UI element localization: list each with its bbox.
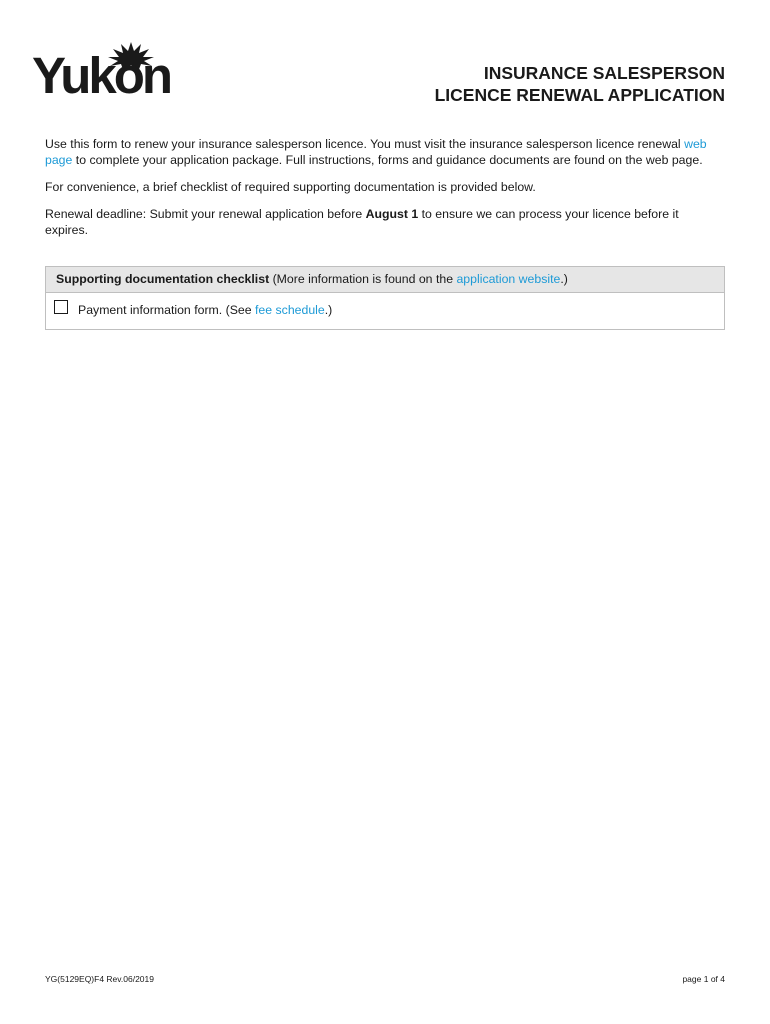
intro-section xyxy=(45,136,725,249)
intro-paragraph-1 xyxy=(45,136,725,168)
supporting-documentation-checklist xyxy=(45,266,725,330)
deadline-date: August 1 xyxy=(365,207,419,221)
item-text-b: .) xyxy=(324,303,333,317)
item-text-a: Payment information form. (See xyxy=(78,303,256,317)
intro-paragraph-3 xyxy=(45,206,725,238)
checklist-header-text-b: .) xyxy=(560,272,568,286)
payment-form-checkbox[interactable] xyxy=(54,300,68,314)
checklist-heading: Supporting documentation checklist xyxy=(56,272,270,286)
intro-text-1b: to complete your application package. Full instructions, forms and guidance documents are found on the web page. xyxy=(72,153,703,167)
intro-text-3a: Renewal deadline: Submit your renewal application before xyxy=(45,207,366,221)
page-title xyxy=(435,62,725,106)
yukon-logo xyxy=(32,42,172,104)
intro-text-1a: Use this form to renew your insurance salesperson licence. You must visit the insurance salesperson licence renewal xyxy=(45,137,685,151)
form-code: YG(5129EQ)F4 Rev.06/2019 xyxy=(45,974,154,984)
intro-text-3b: to ensure we can process your licence before it expires. xyxy=(45,207,679,237)
title-line-2: LICENCE RENEWAL APPLICATION xyxy=(434,85,725,105)
application-website-link[interactable]: application website xyxy=(456,272,561,286)
checklist-item-payment-form xyxy=(46,293,724,329)
checklist-header xyxy=(46,267,724,293)
checklist-item-label xyxy=(78,303,332,318)
intro-paragraph-2: For convenience, a brief checklist of required supporting documentation is provided below. xyxy=(45,180,536,194)
title-line-1: INSURANCE SALESPERSON xyxy=(483,63,725,83)
logo-wordmark: Yukon xyxy=(32,47,171,104)
fee-schedule-link[interactable]: fee schedule xyxy=(255,303,325,317)
page-number: page 1 of 4 xyxy=(682,974,725,984)
checklist-header-text-a: (More information is found on the xyxy=(269,272,457,286)
web-page-link[interactable]: web page xyxy=(45,137,707,167)
